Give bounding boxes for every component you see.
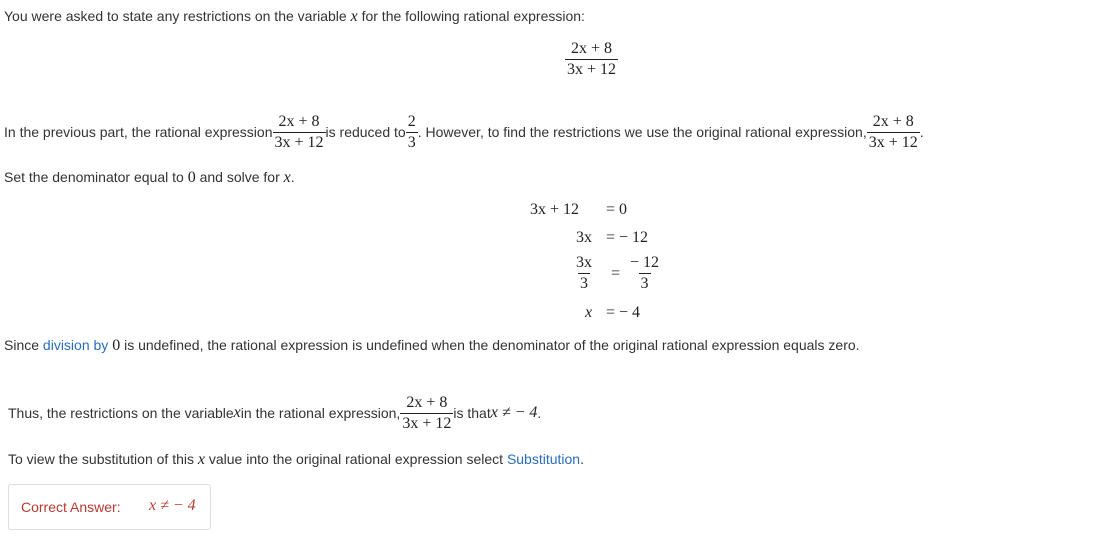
thus-fraction: $\frac{2x + 8}{3x + 12}$: [402, 393, 452, 432]
view-substitution-text: To view the substitution of this x value into the original rational expression select Substitution.: [8, 451, 584, 468]
restriction-result: x ≠ − 4: [490, 404, 538, 421]
step3-right: $\frac{- 12}{3}$: [630, 254, 660, 292]
expression-fraction: $\frac{2x + 8}{3x + 12}$: [274, 112, 324, 151]
step2-right: = − 12: [606, 229, 649, 246]
step2-left: 3x: [576, 229, 592, 246]
original-expression-fraction: $\frac{2x + 8}{3x + 12}$: [868, 112, 918, 151]
correct-answer-label: Correct Answer:: [21, 499, 121, 515]
previous-part-text: In the previous part, the rational expression $\frac{2x + 8}{3x + 12}$ is reduced to $\frac{2}{3}$ . However, to find the restrictions we use the original rational expression, $\frac{2x + 8}{3x + 12}$ .: [4, 112, 924, 151]
thus-text: Thus, the restrictions on the variable x in the rational expression, $\frac{2x + 8}{3x + 12}$ is that x ≠ − 4 .: [8, 393, 542, 432]
substitution-link[interactable]: Substitution: [506, 451, 581, 467]
correct-answer-box: [8, 484, 211, 530]
step3-left: $\frac{3x}{3}$: [576, 254, 592, 292]
correct-answer-value: x ≠ − 4: [149, 497, 196, 514]
since-text: Since division by 0 is undefined, the rational expression is undefined when the denominator of the original rational expression equals zero.: [4, 337, 860, 354]
variable-x: x: [350, 8, 358, 25]
intro-text: You were asked to state any restrictions on the variable x for the following rational expression:: [4, 8, 585, 25]
division-by-zero-link[interactable]: division by 0: [42, 337, 121, 354]
reduced-fraction: $\frac{2}{3}$: [407, 112, 416, 151]
original-expression: $\frac{2x + 8}{3x + 12}$: [567, 40, 617, 78]
step1-right: = 0: [606, 201, 628, 218]
setup-text: Set the denominator equal to 0 and solve for x.: [4, 169, 295, 186]
step4-left: x: [585, 304, 593, 321]
step1-left: 3x + 12: [530, 201, 580, 218]
step3-eq: =: [611, 265, 621, 282]
step4-right: = − 4: [606, 304, 641, 321]
